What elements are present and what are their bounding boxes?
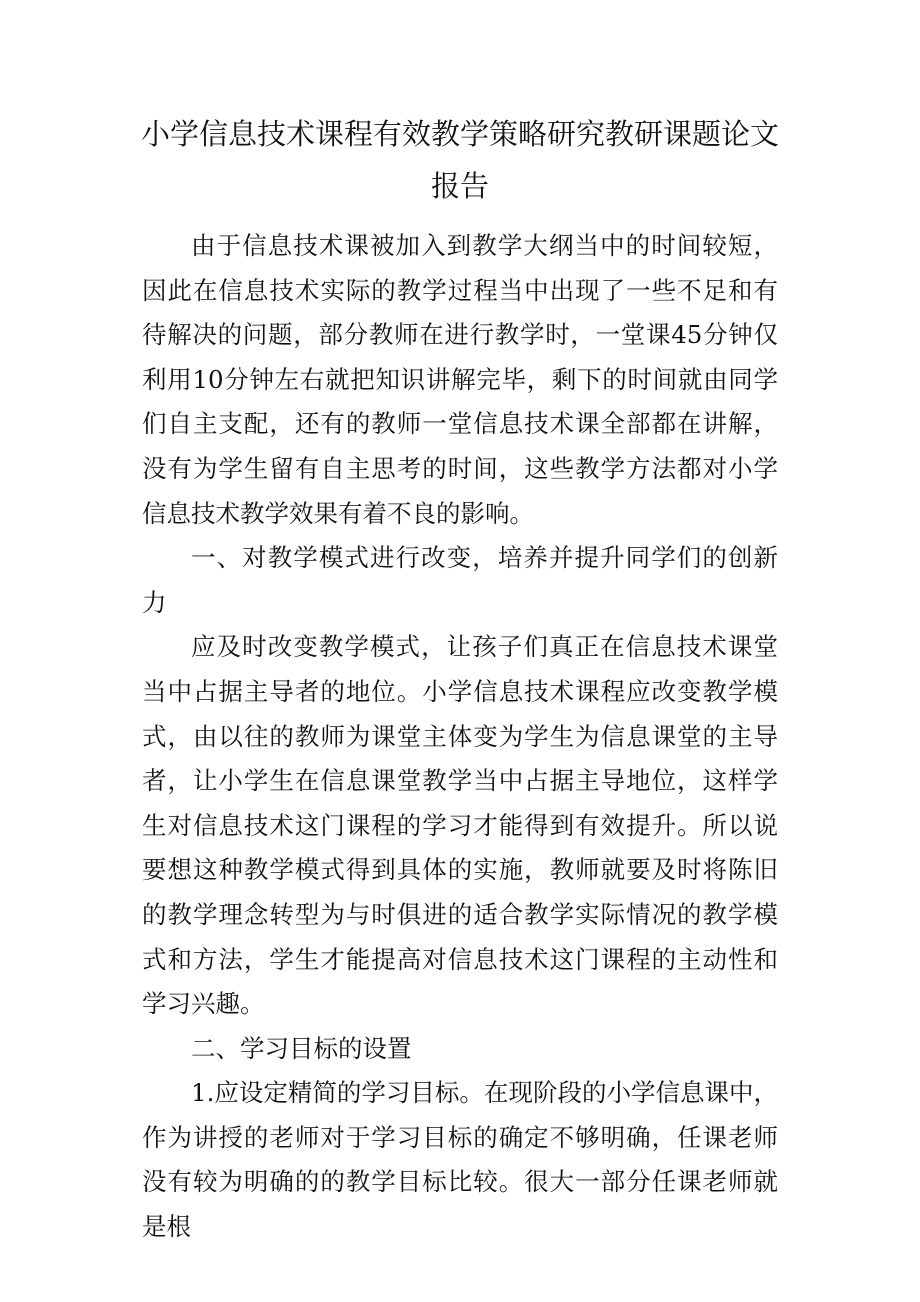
- body-paragraph-section-2: 1.应设定精简的学习目标。在现阶段的小学信息课中，作为讲授的老师对于学习目标的确定不够明确，任课老师没有较为明确的的教学目标比较。很大一部分任课老师就是根: [142, 1078, 778, 1242]
- document-body: [142, 224, 778, 1250]
- document-title: 小学信息技术课程有效教学策略研究教研课题论文报告: [140, 117, 779, 203]
- section-heading-1: 一、对教学模式进行改变，培养并提升同学们的创新力: [142, 543, 778, 617]
- section-heading-2: 二、学习目标的设置: [191, 1033, 412, 1063]
- body-paragraph-intro: 由于信息技术课被加入到教学大纲当中的时间较短，因此在信息技术实际的教学过程当中出现了一些不足和有待解决的问题，部分教师在进行教学时，一堂课45分钟仅利用10分钟左右就把知识讲解完毕，剩下的时间就由同学们自主支配，还有的教师一堂信息技术课全部都在讲解，没有为学生留有自主思考的时间，这些教学方法都对小学信息技术教学效果有着不良的影响。: [142, 231, 778, 528]
- body-paragraph-section-1: 应及时改变教学模式，让孩子们真正在信息技术课堂当中占据主导者的地位。小学信息技术课程应改变教学模式，由以往的教师为课堂主体变为学生为信息课堂的主导者，让小学生在信息课堂教学当中占据主导地位，这样学生对信息技术这门课程的学习才能得到有效提升。所以说要想这种教学模式得到具体的实施，教师就要及时将陈旧的教学理念转型为与时俱进的适合教学实际情况的教学模式和方法，学生才能提高对信息技术这门课程的主动性和学习兴趣。: [142, 632, 778, 1019]
